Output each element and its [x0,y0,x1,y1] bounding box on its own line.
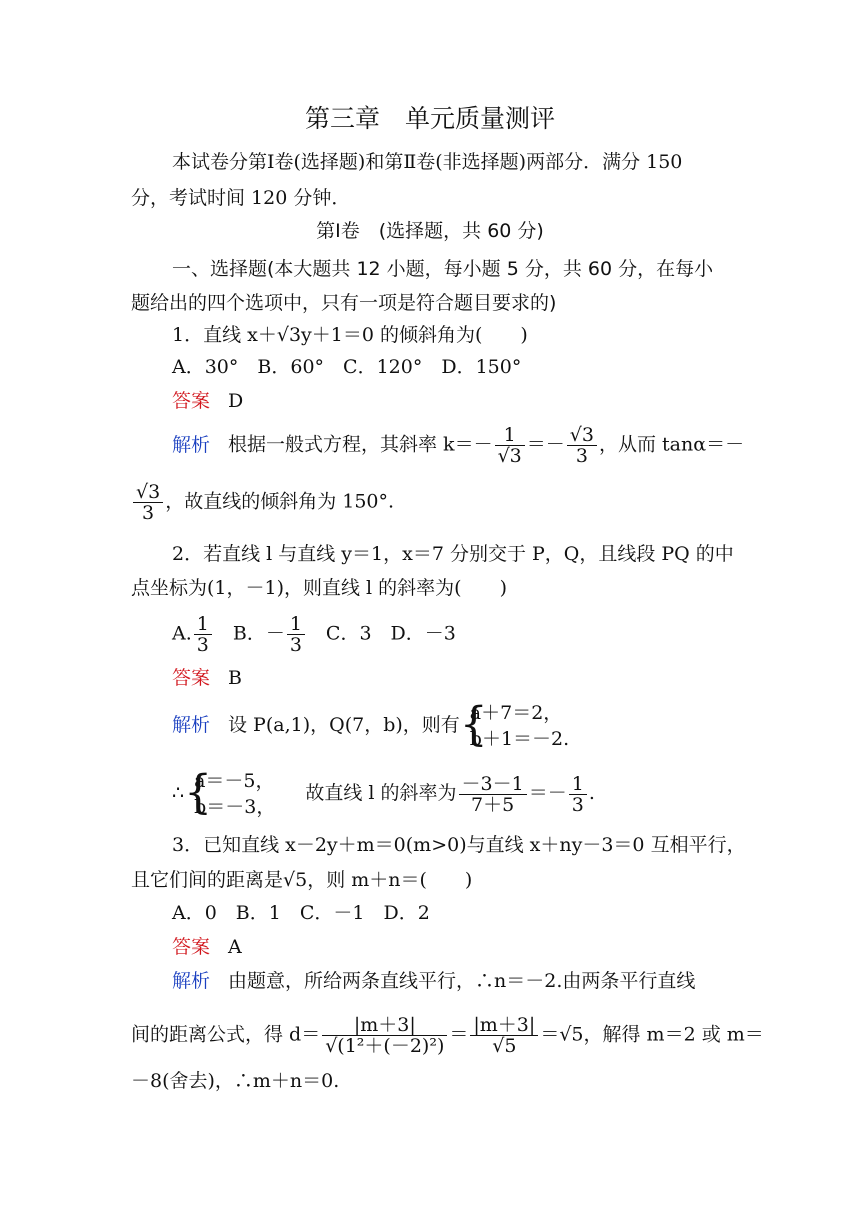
part1-heading: 第Ⅰ卷 (选择题，共 60 分) [316,220,544,242]
q2-analysis-row-2 [172,765,595,820]
q2-option-c-d: C．3 D．－3 [306,622,456,645]
q1-answer-row [172,388,243,414]
q3-analysis-row [172,968,695,994]
q3-distance-fraction-2 [470,1015,538,1056]
fraction-denominator: 3 [287,634,305,655]
system-row: b＋1＝－2. [469,728,570,750]
fraction-numerator: 1 [196,613,209,635]
q1-answer: D [228,390,244,412]
q2-options [172,614,456,655]
q3-distance-fraction-1 [322,1015,447,1056]
q1-analysis-text: 根据一般式方程，其斜率 k＝－ [228,433,493,456]
fraction-denominator: 3 [133,502,163,523]
q2-stem-line-2: 点坐标为(1，－1)，则直线 l 的斜率为( ) [131,577,507,599]
brace-icon: { [184,765,213,820]
q2-period: . [588,782,595,804]
q2-answer: B [228,667,242,689]
q1-stem: 1．直线 x＋√3y＋1＝0 的倾斜角为( ) [172,324,528,346]
section1-heading-line-1: 一、选择题(本大题共 12 小题，每小题 5 分，共 60 分，在每小 [172,258,714,280]
q2-equation-system-1 [459,697,570,752]
fraction-numerator: √3 [569,424,594,446]
fraction-denominator: √5 [470,1035,538,1056]
q1-analysis-row [172,425,744,466]
q1-fraction-3 [133,482,163,523]
system-row: a＝－5， [194,770,275,792]
answer-label: 答案 [172,936,211,958]
q1-options: A．30° B．60° C．120° D．150° [172,356,522,378]
q2-analysis-text-2: 故直线 l 的斜率为 [305,782,457,804]
q3-analysis-text: 由题意，所给两条直线平行，∴n＝－2.由两条平行直线 [228,970,696,992]
fraction-denominator: 3 [194,634,212,655]
q2-equation-system-2 [184,765,276,820]
q3-equals: ＝ [449,1023,469,1046]
q2-option-a-fraction [194,614,212,655]
system-row: b＝－3， [194,796,276,818]
fraction-denominator: 3 [567,445,597,466]
q2-analysis-text: 设 P(a,1)，Q(7，b)，则有 [228,714,460,736]
section1-heading-line-2: 题给出的四个选项中，只有一项是符合题目要求的) [131,292,557,314]
q2-analysis-row [172,697,570,752]
fraction-numerator: √3 [136,481,161,503]
therefore-symbol: ∴ [172,782,185,804]
answer-label: 答案 [172,667,211,689]
fraction-numerator: 1 [503,424,516,446]
analysis-label: 解析 [172,433,211,456]
q3-answer: A [228,936,242,958]
q1-equals: ＝－ [526,433,565,456]
q1-analysis-text-2: ，从而 tanα＝－ [599,433,745,456]
q2-equals: ＝－ [528,782,567,804]
q3-answer-row [172,934,242,960]
fraction-numerator: |m＋3| [473,1014,536,1036]
page-title: 第三章 单元质量测评 [304,104,555,133]
q2-stem-line-1: 2．若直线 l 与直线 y＝1，x＝7 分别交于 P，Q，且线段 PQ 的中 [172,543,734,565]
fraction-numerator: －3－1 [461,772,524,795]
intro-line-1: 本试卷分第Ⅰ卷(选择题)和第Ⅱ卷(非选择题)两部分．满分 150 [172,151,683,173]
fraction-denominator: √(1²＋(－2)²) [322,1035,447,1056]
q2-slope-fraction [459,774,527,815]
fraction-numerator: 1 [289,613,302,635]
q3-stem-line-1: 3．已知直线 x－2y＋m＝0(m>0)与直线 x＋ny－3＝0 互相平行， [172,834,746,856]
answer-label: 答案 [172,390,211,412]
q2-option-a: A. [172,622,192,645]
brace-icon: { [459,697,488,752]
fraction-numerator: |m＋3| [353,1014,416,1036]
q3-analysis-text-3: ＝√5，解得 m＝2 或 m＝ [540,1023,764,1046]
system-row: a＋7＝2， [469,702,563,724]
fraction-denominator: 7＋5 [459,794,527,815]
q2-option-b: B．－ [213,622,285,645]
q2-answer-row [172,665,242,691]
q3-stem-line-2: 且它们间的距离是√5，则 m＋n＝( ) [131,869,473,891]
q2-option-b-fraction [287,614,305,655]
intro-line-2: 分，考试时间 120 分钟． [131,187,351,209]
fraction-numerator: 1 [571,772,584,795]
analysis-label: 解析 [172,714,211,736]
analysis-label: 解析 [172,970,211,992]
q1-analysis-row-2 [131,482,394,523]
q2-result-fraction [569,774,587,815]
fraction-denominator: 3 [569,794,587,815]
q3-analysis-row-2 [131,1015,764,1056]
q3-analysis-row-3: －8(舍去)，∴m＋n＝0. [131,1070,340,1092]
fraction-denominator: √3 [495,445,525,466]
q1-fraction-1 [495,425,525,466]
q1-analysis-text-3: ，故直线的倾斜角为 150°. [165,490,395,513]
q1-fraction-2 [567,425,597,466]
q3-options: A．0 B．1 C．－1 D．2 [172,902,430,924]
q3-analysis-text-2: 间的距离公式，得 d＝ [131,1023,321,1046]
